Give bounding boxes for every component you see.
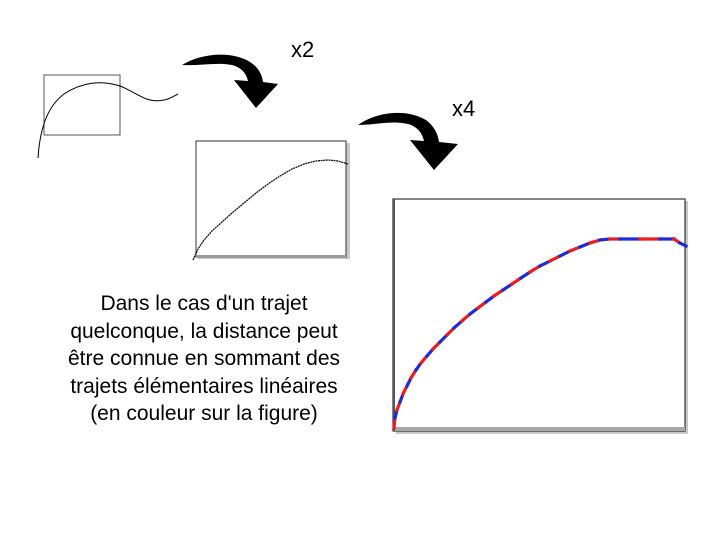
- frame-panel: [196, 141, 346, 257]
- zoom-label-x2: x2: [291, 37, 315, 62]
- zoom-window: [44, 75, 120, 135]
- caption-line: Dans le cas d'un trajet: [100, 292, 308, 315]
- caption-line: quelconque, la distance peut: [70, 319, 338, 343]
- zoom-frame-x4: [390, 196, 690, 436]
- zoom-frame-x2: [192, 139, 352, 261]
- frame-panel: [393, 199, 685, 431]
- caption-line: (en couleur sur la figure): [90, 402, 318, 425]
- caption-line: trajets élémentaires linéaires: [70, 374, 338, 398]
- zoom-label-x4: x4: [452, 96, 476, 121]
- curved-arrow-icon: [354, 104, 466, 172]
- caption-line: être connue en sommant des: [68, 347, 340, 370]
- free-curve: [38, 83, 178, 158]
- original-curve-sketch: [34, 72, 180, 160]
- caption: [18, 290, 390, 428]
- curved-arrow-icon: [178, 48, 293, 110]
